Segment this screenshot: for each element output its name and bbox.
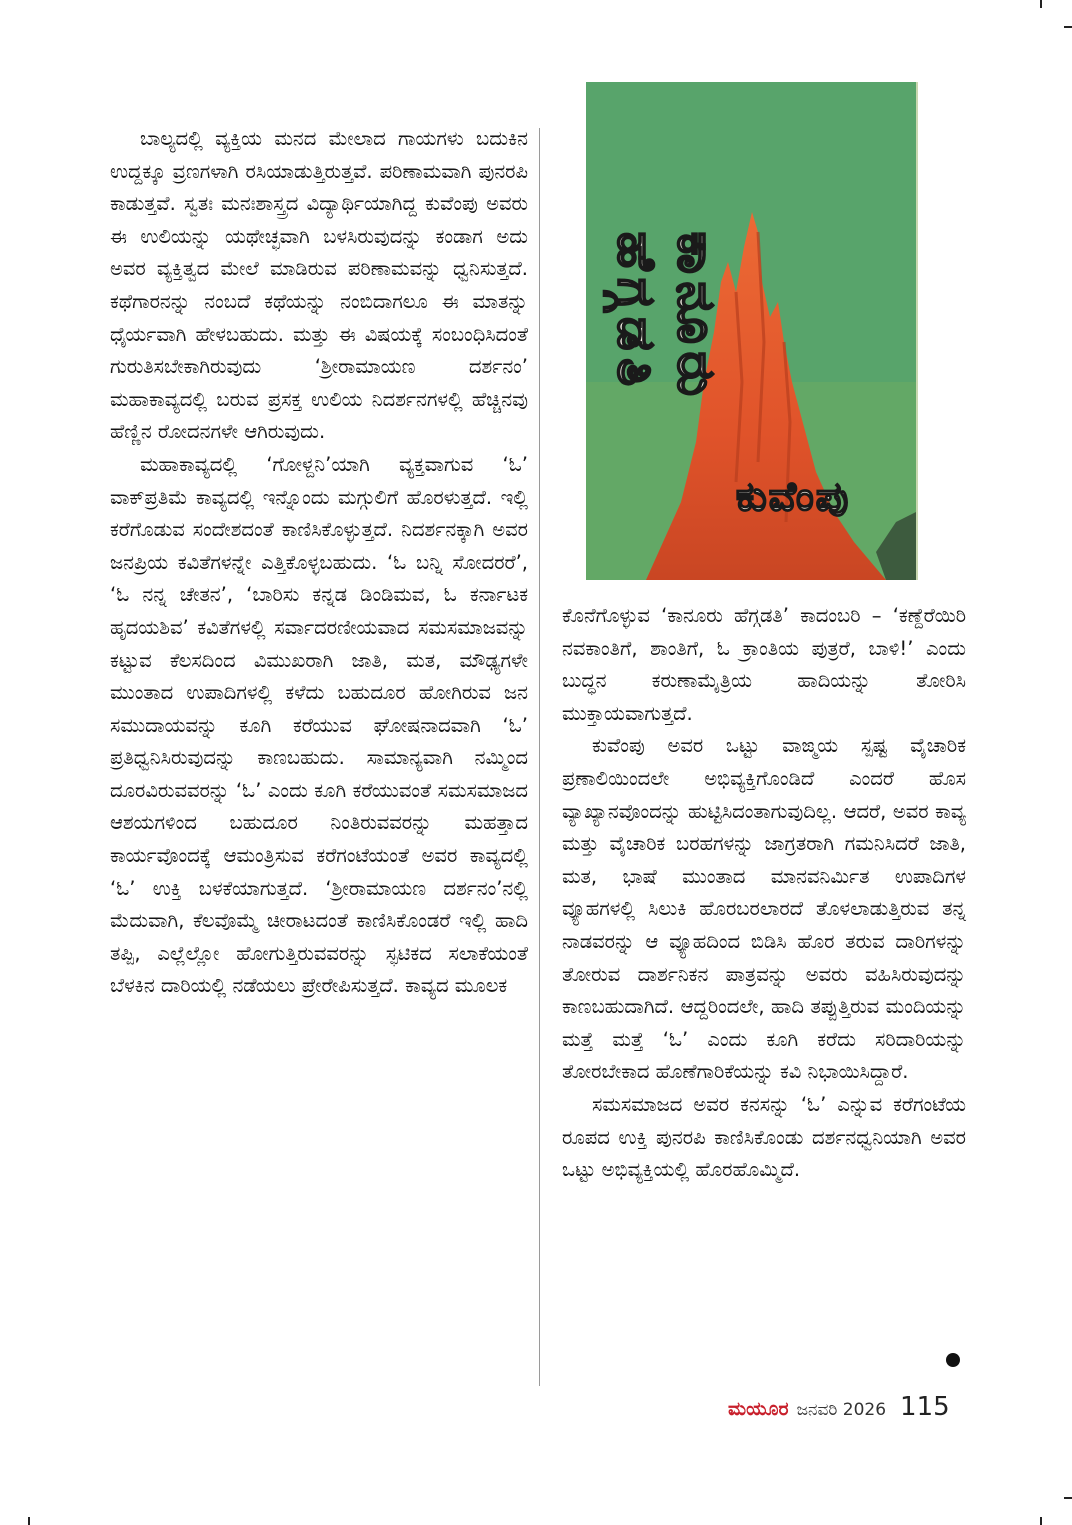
column-divider [539,128,540,1386]
crop-mark [1064,26,1072,28]
magazine-logo: ಮಯೂರ [728,1398,789,1420]
article-left-column [110,123,528,1003]
paragraph: ಸಮಸಮಾಜದ ಅವರ ಕನಸನ್ನು ‘ಓ’ ಎನ್ನುವ ಕರೆಗಂಟೆಯ ರೂಪದ ಉಕ್ತಿ ಪುನರಪಿ ಕಾಣಿಸಿಕೊಂಡು ದರ್ಶನಧ್ವನಿಯಾಗಿ ಅವರ ಒಟ್ಟು ಅಭಿವ್ಯಕ್ತಿಯಲ್ಲಿ ಹೊರಹೊಮ್ಮಿದೆ. [562,1092,966,1182]
paragraph: ಬಾಲ್ಯದಲ್ಲಿ ವ್ಯಕ್ತಿಯ ಮನದ ಮೇಲಾದ ಗಾಯಗಳು ಬದುಕಿನ ಉದ್ದಕ್ಕೂ ವ್ರಣಗಳಾಗಿ ರಸಿಯಾಡುತ್ತಿರುತ್ತವೆ. ಪರಿಣಾಮವಾಗಿ ಪುನರಪಿ ಕಾಡುತ್ತವೆ. ಸ್ವತಃ ಮನಃಶಾಸ್ತ್ರದ ವಿದ್ಯಾರ್ಥಿಯಾಗಿದ್ದ ಕುವೆಂಪು ಅವರು ಈ ಉಲಿಯನ್ನು ಯಥೇಚ್ಛವಾಗಿ ಬಳಸಿರುವುದನ್ನು ಕಂಡಾಗ ಅದು ಅವರ ವ್ಯಕ್ತಿತ್ವದ ಮೇಲೆ ಮಾಡಿರುವ ಪರಿಣಾಮವನ್ನು ಧ್ವನಿಸುತ್ತದೆ. ಕಥೆಗಾರನನ್ನು ನಂಬದೆ ಕಥೆಯನ್ನು ನಂಬಿದಾಗಲೂ ಈ ಮಾತನ್ನು ಧೈರ್ಯವಾಗಿ ಹೇಳಬಹುದು. ಮತ್ತು ಈ ವಿಷಯಕ್ಕೆ ಸಂಬಂಧಿಸಿದಂತೆ ಗುರುತಿಸಬೇಕಾಗಿರುವುದು ‘ಶ್ರೀರಾಮಾಯಣ ದರ್ಶನಂ’ ಮಹಾಕಾವ್ಯದಲ್ಲಿ ಬರುವ ಪ್ರಸಕ್ತ ಉಲಿಯ ನಿದರ್ಶನಗಳಲ್ಲಿ ಹೆಚ್ಚಿನವು ಹೆಣ್ಣಿನ ರೋದನಗಳೇ ಆಗಿರುವುದು. [110,127,528,444]
page-footer [728,1392,950,1424]
cover-title: ಕಾನೂರು ಹೆಗ್ಗಡತಿ [606,232,726,404]
crop-mark [1040,1517,1042,1525]
article-right-column [562,600,966,1187]
paragraph: ಮಹಾಕಾವ್ಯದಲ್ಲಿ ‘ಗೋಳ್ದನಿ’ಯಾಗಿ ವ್ಯಕ್ತವಾಗುವ ‘ಓ’ ವಾಕ್‌ಪ್ರತಿಮೆ ಕಾವ್ಯದಲ್ಲಿ ಇನ್ನೊಂದು ಮಗ್ಗುಲಿಗೆ ಹೊರಳುತ್ತದೆ. ಇಲ್ಲಿ ಕರೆಗೊಡುವ ಸಂದೇಶದಂತೆ ಕಾಣಿಸಿಕೊಳ್ಳುತ್ತದೆ. ನಿದರ್ಶನಕ್ಕಾಗಿ ಅವರ ಜನಪ್ರಿಯ ಕವಿತೆಗಳನ್ನೇ ಎತ್ತಿಕೊಳ್ಳಬಹುದು. ‘ಓ ಬನ್ನಿ ಸೋದರರೆ’, ‘ಓ ನನ್ನ ಚೇತನ’, ‘ಬಾರಿಸು ಕನ್ನಡ ಡಿಂಡಿಮವ, ಓ ಕರ್ನಾಟಕ ಹೃದಯಶಿವ’ ಕವಿತೆಗಳಲ್ಲಿ ಸರ್ವಾದರಣೀಯವಾದ ಸಮಸಮಾಜವನ್ನು ಕಟ್ಟುವ ಕೆಲಸದಿಂದ ವಿಮುಖರಾಗಿ ಜಾತಿ, ಮತ, ಮೌಢ್ಯಗಳೇ ಮುಂತಾದ ಉಪಾದಿಗಳಲ್ಲಿ ಕಳೆದು ಬಹುದೂರ ಹೋಗಿರುವ ಜನ ಸಮುದಾಯವನ್ನು ಕೂಗಿ ಕರೆಯುವ ಘೋಷನಾದವಾಗಿ ‘ಓ’ ಪ್ರತಿಧ್ವನಿಸಿರುವುದನ್ನು ಕಾಣಬಹುದು. ಸಾಮಾನ್ಯವಾಗಿ ನಮ್ಮಿಂದ ದೂರವಿರುವವರನ್ನು ‘ಓ’ ಎಂದು ಕೂಗಿ ಕರೆಯುವಂತೆ ಸಮಸಮಾಜದ ಆಶಯಗಳಿಂದ ಬಹುದೂರ ನಿಂತಿರುವವರನ್ನು ಮಹತ್ತಾದ ಕಾರ್ಯವೊಂದಕ್ಕೆ ಆಮಂತ್ರಿಸುವ ಕರೆಗಂಟೆಯಂತೆ ಅವರ ಕಾವ್ಯದಲ್ಲಿ ‘ಓ’ ಉಕ್ತಿ ಬಳಕೆಯಾಗುತ್ತದೆ. ‘ಶ್ರೀರಾಮಾಯಣ ದರ್ಶನಂ’ನಲ್ಲಿ ಮೆದುವಾಗಿ, ಕೆಲವೊಮ್ಮೆ ಚೀರಾಟದಂತೆ ಕಾಣಿಸಿಕೊಂಡರೆ ಇಲ್ಲಿ ಹಾದಿ ತಪ್ಪಿ, ಎಲ್ಲೆಲ್ಲೋ ಹೋಗುತ್ತಿರುವವರನ್ನು ಸ್ಫಟಿಕದ ಸಲಾಕೆಯಂತೆ ಬೆಳಕಿನ ದಾರಿಯಲ್ಲಿ ನಡೆಯಲು ಪ್ರೇರೇಪಿಸುತ್ತದೆ. ಕಾವ್ಯದ ಮೂಲಕ [110,452,528,998]
paragraph: ಕೊನೆಗೊಳ್ಳುವ ‘ಕಾನೂರು ಹೆಗ್ಗಡತಿ’ ಕಾದಂಬರಿ – ‘ಕಣ್ದೆರೆಯಿರಿ ನವಕಾಂತಿಗೆ, ಶಾಂತಿಗೆ, ಓ ಕ್ರಾಂತಿಯ ಪುತ್ರರೆ, ಬಾಳಿ!’ ಎಂದು ಬುದ್ಧನ ಕರುಣಾಮೈತ್ರಿಯ ಹಾದಿಯನ್ನು ತೋರಿಸಿ ಮುಕ್ತಾಯವಾಗುತ್ತದೆ. [562,604,966,725]
crop-mark [1064,1497,1072,1499]
cover-author: ಕುವೆಂಪು [736,474,851,520]
end-of-article-bullet [946,1353,960,1367]
crop-mark [28,1517,30,1525]
issue-date: ಜನವರಿ 2026 [796,1400,887,1420]
page-number: 115 [900,1392,950,1422]
crop-mark [1040,0,1042,8]
book-cover-image [586,82,918,580]
paragraph: ಕುವೆಂಪು ಅವರ ಒಟ್ಟು ವಾಙ್ಮಯ ಸ್ಪಷ್ಟ ವೈಚಾರಿಕ ಪ್ರಣಾಲಿಯಿಂದಲೇ ಅಭಿವ್ಯಕ್ತಿಗೊಂಡಿದೆ ಎಂದರೆ ಹೊಸ ವ್ಯಾಖ್ಯಾನವೊಂದನ್ನು ಹುಟ್ಟಿಸಿದಂತಾಗುವುದಿಲ್ಲ. ಆದರೆ, ಅವರ ಕಾವ್ಯ ಮತ್ತು ವೈಚಾರಿಕ ಬರಹಗಳನ್ನು ಜಾಗ್ರತರಾಗಿ ಗಮನಿಸಿದರೆ ಜಾತಿ, ಮತ, ಭಾಷೆ ಮುಂತಾದ ಮಾನವನಿರ್ಮಿತ ಉಪಾದಿಗಳ ವ್ಯೂಹಗಳಲ್ಲಿ ಸಿಲುಕಿ ಹೊರಬರಲಾರದೆ ತೊಳಲಾಡುತ್ತಿರುವ ತನ್ನ ನಾಡವರನ್ನು ಆ ವ್ಯೂಹದಿಂದ ಬಿಡಿಸಿ ಹೊರ ತರುವ ದಾರಿಗಳನ್ನು ತೋರುವ ದಾರ್ಶನಿಕನ ಪಾತ್ರವನ್ನು ಅವರು ವಹಿಸಿರುವುದನ್ನು ಕಾಣಬಹುದಾಗಿದೆ. ಆದ್ದರಿಂದಲೇ, ಹಾದಿ ತಪ್ಪುತ್ತಿರುವ ಮಂದಿಯನ್ನು ಮತ್ತೆ ಮತ್ತೆ ‘ಓ’ ಎಂದು ಕೂಗಿ ಕರೆದು ಸರಿದಾರಿಯನ್ನು ತೋರಬೇಕಾದ ಹೊಣೆಗಾರಿಕೆಯನ್ನು ಕವಿ ನಿಭಾಯಿಸಿದ್ದಾರೆ. [562,734,966,1084]
